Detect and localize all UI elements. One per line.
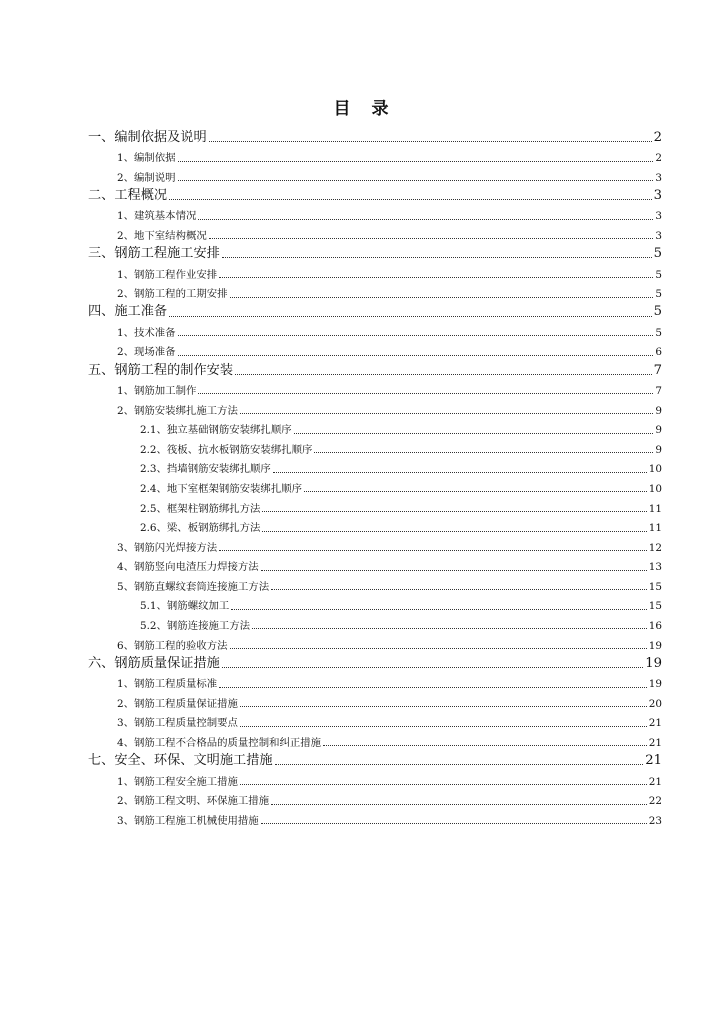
toc-leader-dots xyxy=(240,725,647,727)
toc-leader-dots xyxy=(240,412,653,414)
toc-entry-page: 3 xyxy=(653,187,662,203)
toc-entry[interactable] xyxy=(88,222,662,242)
toc-leader-dots xyxy=(222,666,643,668)
toc-entry-page: 3 xyxy=(655,210,662,223)
toc-leader-dots xyxy=(178,160,654,162)
toc-entry-page: 12 xyxy=(648,541,662,554)
toc-entry-title: 3、钢筋工程施工机械使用措施 xyxy=(117,814,259,827)
toc-leader-dots xyxy=(323,744,647,746)
toc-entry[interactable] xyxy=(88,164,662,184)
toc-entry-page: 10 xyxy=(648,482,662,495)
toc-entry[interactable] xyxy=(88,494,662,514)
toc-entry-title: 2、地下室结构概况 xyxy=(117,229,207,242)
toc-entry-title: 1、钢筋工程质量标准 xyxy=(117,678,218,691)
toc-entry-title: 1、钢筋工程作业安排 xyxy=(117,268,218,281)
table-of-contents xyxy=(88,125,662,826)
toc-entry[interactable] xyxy=(88,144,662,164)
toc-entry-title: 3、钢筋闪光焊接方法 xyxy=(117,541,218,554)
toc-leader-dots xyxy=(231,608,647,610)
toc-entry-page: 7 xyxy=(655,384,662,397)
toc-entry[interactable] xyxy=(88,807,662,827)
toc-entry-title: 2.5、框架柱钢筋绑扎方法 xyxy=(140,502,261,515)
toc-leader-dots xyxy=(235,373,652,375)
toc-entry-page: 21 xyxy=(645,753,662,769)
toc-entry[interactable] xyxy=(88,729,662,749)
toc-entry-title: 5.1、钢筋螺纹加工 xyxy=(140,600,230,613)
toc-leader-dots xyxy=(273,471,647,473)
toc-entry[interactable] xyxy=(88,475,662,495)
toc-entry-page: 21 xyxy=(648,717,662,730)
toc-entry-page: 21 xyxy=(648,775,662,788)
toc-leader-dots xyxy=(178,354,654,356)
toc-entry-title: 六、钢筋质量保证措施 xyxy=(88,655,220,671)
toc-leader-dots xyxy=(262,530,646,532)
toc-entry-page: 6 xyxy=(655,346,662,359)
toc-entry[interactable] xyxy=(88,300,662,319)
toc-leader-dots xyxy=(209,237,654,239)
toc-leader-dots xyxy=(198,218,653,220)
toc-entry[interactable] xyxy=(88,436,662,456)
toc-entry-page: 11 xyxy=(648,522,662,535)
toc-leader-dots xyxy=(230,296,654,298)
toc-entry-title: 5、钢筋直螺纹套筒连接施工方法 xyxy=(117,580,270,593)
toc-entry-title: 2.4、地下室框架钢筋安装绑扎顺序 xyxy=(140,482,302,495)
toc-entry-page: 19 xyxy=(645,655,662,671)
toc-leader-dots xyxy=(169,198,651,200)
toc-entry-page: 5 xyxy=(655,268,662,281)
toc-entry-title: 5.2、钢筋连接施工方法 xyxy=(140,620,251,633)
toc-leader-dots xyxy=(304,490,647,492)
toc-entry-title: 二、工程概况 xyxy=(88,187,168,203)
toc-entry-title: 2.2、筏板、抗水板钢筋安装绑扎顺序 xyxy=(140,443,313,456)
toc-entry[interactable] xyxy=(88,534,662,554)
toc-entry-page: 2 xyxy=(653,129,662,145)
toc-leader-dots xyxy=(198,392,653,394)
toc-leader-dots xyxy=(275,763,644,765)
toc-leader-dots xyxy=(178,179,654,181)
toc-leader-dots xyxy=(178,334,654,336)
toc-entry[interactable] xyxy=(88,612,662,632)
toc-entry-title: 1、建筑基本情况 xyxy=(117,210,197,223)
toc-entry-page: 9 xyxy=(655,424,662,437)
toc-entry[interactable] xyxy=(88,455,662,475)
toc-entry-title: 6、钢筋工程的验收方法 xyxy=(117,639,228,652)
toc-entry[interactable] xyxy=(88,592,662,612)
toc-leader-dots xyxy=(209,140,652,142)
toc-entry[interactable] xyxy=(88,767,662,787)
toc-leader-dots xyxy=(240,705,647,707)
toc-entry[interactable] xyxy=(88,553,662,573)
toc-entry[interactable] xyxy=(88,125,662,144)
toc-entry[interactable] xyxy=(88,319,662,339)
toc-entry[interactable] xyxy=(88,358,662,377)
toc-entry-title: 2、现场准备 xyxy=(117,346,176,359)
page-title: 目 录 xyxy=(333,99,391,119)
toc-entry-page: 5 xyxy=(653,304,662,320)
toc-entry-page: 19 xyxy=(648,639,662,652)
toc-entry-title: 1、钢筋工程安全施工措施 xyxy=(117,775,238,788)
toc-entry-title: 2、钢筋工程文明、环保施工措施 xyxy=(117,795,270,808)
toc-entry-page: 23 xyxy=(648,814,662,827)
toc-entry[interactable] xyxy=(88,183,662,202)
toc-entry[interactable] xyxy=(88,670,662,690)
toc-entry[interactable] xyxy=(88,202,662,222)
toc-entry-page: 15 xyxy=(648,600,662,613)
toc-entry[interactable] xyxy=(88,709,662,729)
toc-entry-page: 5 xyxy=(655,288,662,301)
toc-entry-page: 3 xyxy=(655,171,662,184)
toc-entry[interactable] xyxy=(88,748,662,767)
toc-leader-dots xyxy=(294,432,654,434)
toc-entry-page: 13 xyxy=(648,561,662,574)
toc-entry-title: 1、编制依据 xyxy=(117,152,176,165)
toc-entry-page: 21 xyxy=(648,737,662,750)
toc-entry-page: 10 xyxy=(648,463,662,476)
toc-entry-title: 五、钢筋工程的制作安装 xyxy=(88,362,234,378)
toc-entry-page: 9 xyxy=(655,404,662,417)
toc-entry-page: 16 xyxy=(648,620,662,633)
toc-leader-dots xyxy=(219,276,653,278)
toc-leader-dots xyxy=(314,451,653,453)
toc-entry-page: 7 xyxy=(653,362,662,378)
toc-entry-title: 2、钢筋工程质量保证措施 xyxy=(117,697,238,710)
toc-entry[interactable] xyxy=(88,573,662,593)
toc-leader-dots xyxy=(222,256,652,258)
toc-entry[interactable] xyxy=(88,631,662,651)
toc-entry-title: 3、钢筋工程质量控制要点 xyxy=(117,717,238,730)
toc-entry-title: 七、安全、环保、文明施工措施 xyxy=(88,753,273,769)
toc-leader-dots xyxy=(271,803,647,805)
toc-entry-page: 9 xyxy=(655,443,662,456)
toc-entry-title: 一、编制依据及说明 xyxy=(88,129,207,145)
toc-entry-page: 2 xyxy=(655,152,662,165)
toc-entry-title: 4、钢筋竖向电渣压力焊接方法 xyxy=(117,561,259,574)
toc-entry-title: 2、钢筋工程的工期安排 xyxy=(117,288,228,301)
toc-leader-dots xyxy=(261,822,647,824)
toc-leader-dots xyxy=(252,627,647,629)
toc-entry-title: 2.3、挡墙钢筋安装绑扎顺序 xyxy=(140,463,271,476)
toc-entry-title: 2、钢筋安装绑扎施工方法 xyxy=(117,404,238,417)
toc-leader-dots xyxy=(262,510,646,512)
toc-entry[interactable] xyxy=(88,280,662,300)
toc-leader-dots xyxy=(169,315,651,317)
toc-leader-dots xyxy=(271,588,647,590)
toc-entry-title: 四、施工准备 xyxy=(88,304,168,320)
toc-leader-dots xyxy=(240,783,647,785)
toc-entry[interactable] xyxy=(88,241,662,260)
toc-leader-dots xyxy=(219,686,647,688)
toc-entry-page: 5 xyxy=(653,246,662,262)
toc-entry[interactable] xyxy=(88,260,662,280)
toc-entry-title: 2、编制说明 xyxy=(117,171,176,184)
toc-entry-title: 2.6、梁、板钢筋绑扎方法 xyxy=(140,522,261,535)
toc-entry-title: 三、钢筋工程施工安排 xyxy=(88,246,220,262)
toc-entry-title: 2.1、独立基础钢筋安装绑扎顺序 xyxy=(140,424,292,437)
toc-entry-title: 4、钢筋工程不合格品的质量控制和纠正措施 xyxy=(117,737,322,750)
toc-entry[interactable] xyxy=(88,416,662,436)
toc-entry[interactable] xyxy=(88,787,662,807)
toc-entry[interactable] xyxy=(88,396,662,416)
toc-entry-title: 1、钢筋加工制作 xyxy=(117,384,197,397)
toc-entry[interactable] xyxy=(88,651,662,670)
toc-leader-dots xyxy=(219,549,647,551)
toc-entry-page: 19 xyxy=(648,678,662,691)
toc-entry-page: 3 xyxy=(655,229,662,242)
toc-entry[interactable] xyxy=(88,338,662,358)
toc-entry-page: 15 xyxy=(648,580,662,593)
toc-entry[interactable] xyxy=(88,514,662,534)
toc-leader-dots xyxy=(230,647,647,649)
toc-entry[interactable] xyxy=(88,377,662,397)
toc-entry-page: 5 xyxy=(655,326,662,339)
toc-entry-title: 1、技术准备 xyxy=(117,326,176,339)
toc-leader-dots xyxy=(261,569,647,571)
toc-entry[interactable] xyxy=(88,690,662,710)
toc-entry-page: 20 xyxy=(648,697,662,710)
toc-entry-page: 22 xyxy=(648,795,662,808)
toc-entry-page: 11 xyxy=(648,502,662,515)
